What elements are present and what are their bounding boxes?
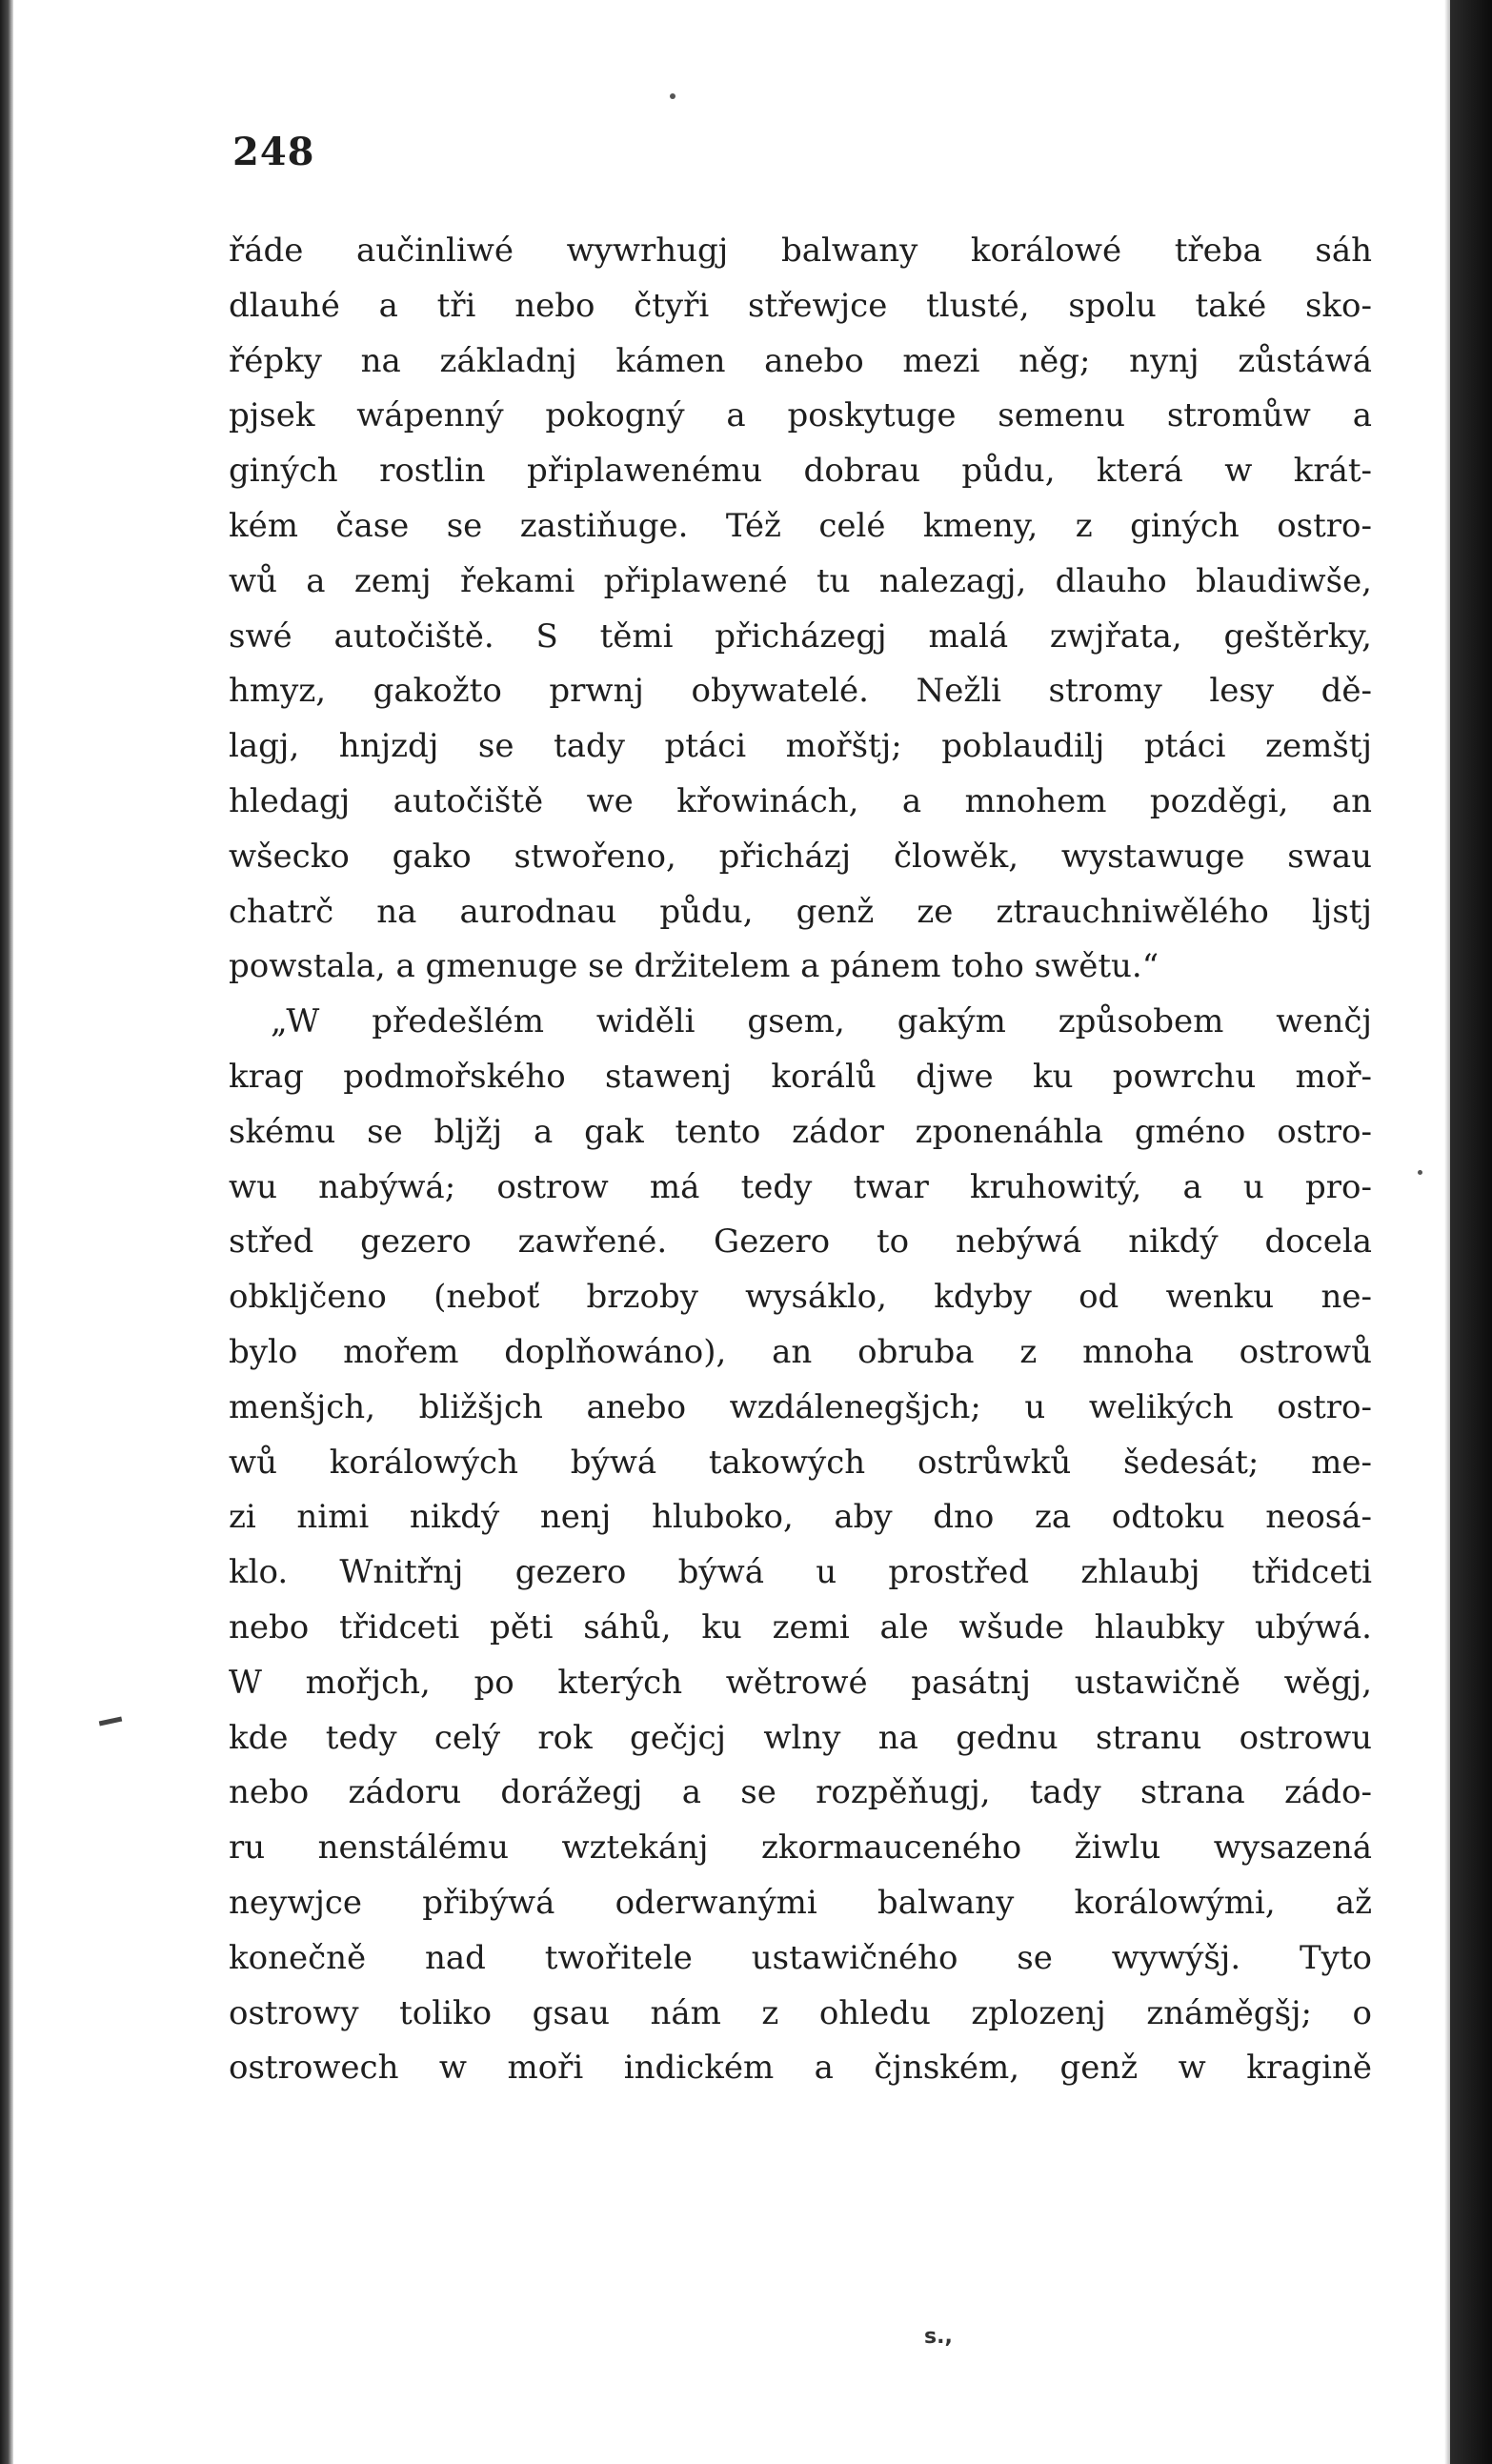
page-number: 248 [232,130,315,174]
margin-mark [99,1717,123,1727]
text-line: nebo zádoru dorážegj a se rozpěňugj, tady strana zádo- [229,1773,1372,1812]
text-line: wů a zemj řekami připlawené tu nalezagj, dlauho blaudiwše, [229,561,1372,600]
text-line: chatrč na aurodnau půdu, genž ze ztrauchniwělého ljstj [229,892,1372,931]
scan-speck [670,93,675,99]
text-line: krag podmořského stawenj korálů djwe ku powrchu moř- [229,1057,1372,1096]
text-line: kde tedy celý rok gečjcj wlny na gednu stranu ostrowu [229,1718,1372,1757]
text-line: pjsek wápenný pokogný a poskytuge semenu stromůw a [229,396,1372,435]
text-line: ostrowy toliko gsau nám z ohledu zplozenj známěgšj; o [229,1993,1372,2032]
body-text [229,224,1372,2096]
text-line: lagj, hnjzdj se tady ptáci mořštj; poblaudilj ptáci zemštj [229,727,1372,766]
text-line: ru nenstálému wztekánj zkormauceného žiwlu wysazená [229,1828,1372,1868]
text-line: neywjce přibýwá oderwanými balwany korálowými, až [229,1883,1372,1922]
scan-border-right [1450,0,1492,2464]
text-line: ostrowech w moři indickém a čjnském, genž w kragině [229,2049,1372,2088]
text-line: dlauhé a tři nebo čtyři střewjce tlusté, spolu také sko- [229,286,1372,325]
binding-edge-shadow [0,0,13,2464]
text-line: hledagj autočiště we křowinách, a mnohem pozděgi, an [229,781,1372,820]
signature-mark: s., [924,2325,953,2349]
text-line: řáde aučinliwé wywrhugj balwany korálowé třeba sáh [229,232,1372,270]
text-line: bylo mořem doplňowáno), an obruba z mnoha ostrowů [229,1332,1372,1371]
text-line: zi nimi nikdý nenj hluboko, aby dno za odtoku neosá- [229,1498,1372,1537]
text-line: střed gezero zawřené. Gezero to nebýwá nikdý docela [229,1222,1372,1262]
text-line: hmyz, gakožto prwnj obywatelé. Nežli stromy lesy dě- [229,672,1372,711]
text-line: menšjch, bližšjch anebo wzdálenegšjch; u welikých ostro- [229,1387,1372,1426]
text-line: řépky na základnj kámen anebo mezi něg; nynj zůstáwá [229,341,1372,380]
text-line: wu nabýwá; ostrow má tedy twar kruhowitý, a u pro- [229,1167,1372,1206]
text-line: W mořjch, po kterých wětrowé pasátnj ustawičně wěgj, [229,1663,1372,1702]
text-line: obkljčeno (neboť brzoby wysáklo, kdyby od wenku ne- [229,1278,1372,1317]
text-line: giných rostlin připlawenému dobrau půdu, která w krát- [229,452,1372,491]
text-line: konečně nad twořitele ustawičného se wywýšj. Tyto [229,1938,1372,1977]
text-line: kém čase se zastiňuge. Též celé kmeny, z giných ostro- [229,506,1372,545]
text-line: klo. Wnitřnj gezero býwá u prostřed zhlaubj třidceti [229,1553,1372,1592]
page-content [229,124,1372,2096]
paragraph-start-line: „W předešlém widěli gsem, gakým způsobem wenčj [271,1002,1372,1041]
text-line: wů korálowých býwá takowých ostrůwků šedesát; me- [229,1443,1372,1482]
text-line: wšecko gako stwořeno, přicházj člowěk, wystawuge swau [229,837,1372,876]
paragraph-end-line: powstala, a gmenuge se držitelem a pánem toho swětu.“ [229,947,1159,986]
scan-speck [1418,1170,1422,1175]
text-line: swé autočiště. S těmi přicházegj malá zwjřata, geštěrky, [229,616,1372,656]
text-line: skému se bljžj a gak tento zádor zponenáhla gméno ostro- [229,1112,1372,1151]
text-line: nebo třidceti pěti sáhů, ku zemi ale wšude hlaubky ubýwá. [229,1607,1372,1646]
